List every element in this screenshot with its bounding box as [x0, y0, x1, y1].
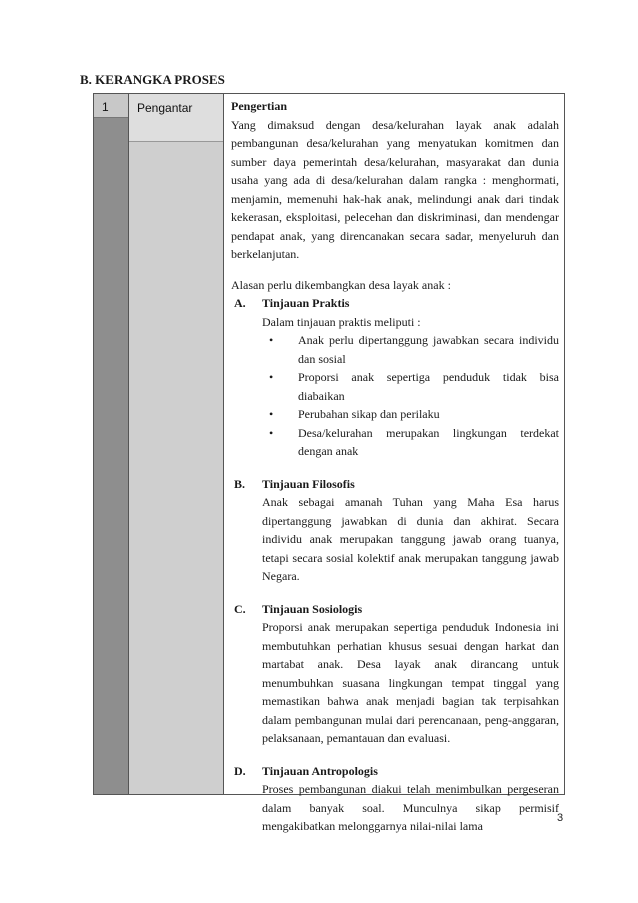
section-text: Proses pembangunan diakui telah menimbulkan pergeseran dalam banyak soal. Munculnya sikap permisif mengakibatkan melonggarnya nilai-nilai lama — [262, 782, 559, 833]
section-text: Proporsi anak merupakan sepertiga penduduk Indonesia ini membutuhkan perhatian khusus sesuai dengan harkat dan martabat anak. Desa layak anak dirancang untuk menumbuhkan suasana lingkungan tempat tinggal yang memastikan bahwa anak menjadi bagian tak terpisahkan dalam pembangunan mulai dari perencanaan, peng-anggaran, pelaksanaan, pemantauan dan evaluasi. — [262, 620, 559, 745]
bullet-text: Anak perlu dipertanggung jawabkan secara individu dan sosial — [298, 333, 559, 366]
bullet-item — [262, 424, 559, 461]
definition-title: Pengertian — [231, 99, 287, 113]
section-text: Anak sebagai amanah Tuhan yang Maha Esa harus dipertanggung jawabkan di dunia dan akhirat. Secara individu anak merupakan tanggung jawab orang tuanya, tetapi secara sosial kolektif anak merupakan tanggung jawab Negara. — [262, 495, 559, 583]
label-cell — [129, 94, 223, 142]
row-label: Pengantar — [137, 101, 193, 115]
section-heading: B. KERANGKA PROSES — [80, 72, 225, 87]
bullet-icon: • — [269, 425, 274, 440]
content-cell — [231, 97, 559, 836]
section-a — [231, 294, 559, 461]
number-column — [93, 93, 129, 795]
section-c — [231, 600, 559, 748]
number-cell — [94, 94, 128, 118]
bullet-item — [262, 331, 559, 368]
bullet-icon: • — [269, 407, 274, 421]
section-letter: D. — [234, 763, 246, 778]
section-intro: Dalam tinjauan praktis meliputi : — [262, 314, 421, 329]
section-title: Tinjauan Sosiologis — [262, 601, 363, 616]
bullet-icon: • — [269, 370, 274, 384]
section-title: Tinjauan Antropologis — [262, 763, 378, 778]
definition-text: Yang dimaksud dengan desa/kelurahan layak anak adalah pembangunan desa/kelurahan yang menyatukan komitmen dan sumber daya pemerintah desa/kelurahan, masyarakat dan dunia usaha yang ada di desa/kelurahan dalam rangka : menghormati, menjamin, memenuhi hak-hak anak, melindungi anak dari tindak kekerasan, eksploitasi, pelecehan dan diskriminasi, dan mendengar pendapat anak, yang direncanakan secara sadar, menyeluruh dan berkelanjutan. — [231, 117, 559, 261]
row-number: 1 — [102, 100, 109, 114]
bullet-item — [262, 405, 559, 424]
bullet-list — [262, 331, 559, 461]
bullet-icon: • — [269, 333, 274, 347]
section-letter: A. — [234, 296, 246, 310]
bullet-text: Proporsi anak sepertiga penduduk tidak bisa diabaikan — [298, 370, 559, 403]
section-d — [231, 762, 559, 836]
bullet-text: Perubahan sikap dan perilaku — [298, 407, 440, 421]
label-column — [129, 93, 224, 795]
section-letter: C. — [234, 601, 246, 616]
bullet-item — [262, 368, 559, 405]
bullet-text: Desa/kelurahan merupakan lingkungan terdekat dengan anak — [298, 425, 559, 458]
section-title: Tinjauan Praktis — [262, 296, 350, 310]
reasons-intro: Alasan perlu dikembangkan desa layak anak : — [231, 277, 451, 292]
section-letter: B. — [234, 476, 246, 491]
section-b — [231, 475, 559, 586]
section-title: Tinjauan Filosofis — [262, 476, 355, 491]
page-number: 3 — [557, 812, 564, 824]
